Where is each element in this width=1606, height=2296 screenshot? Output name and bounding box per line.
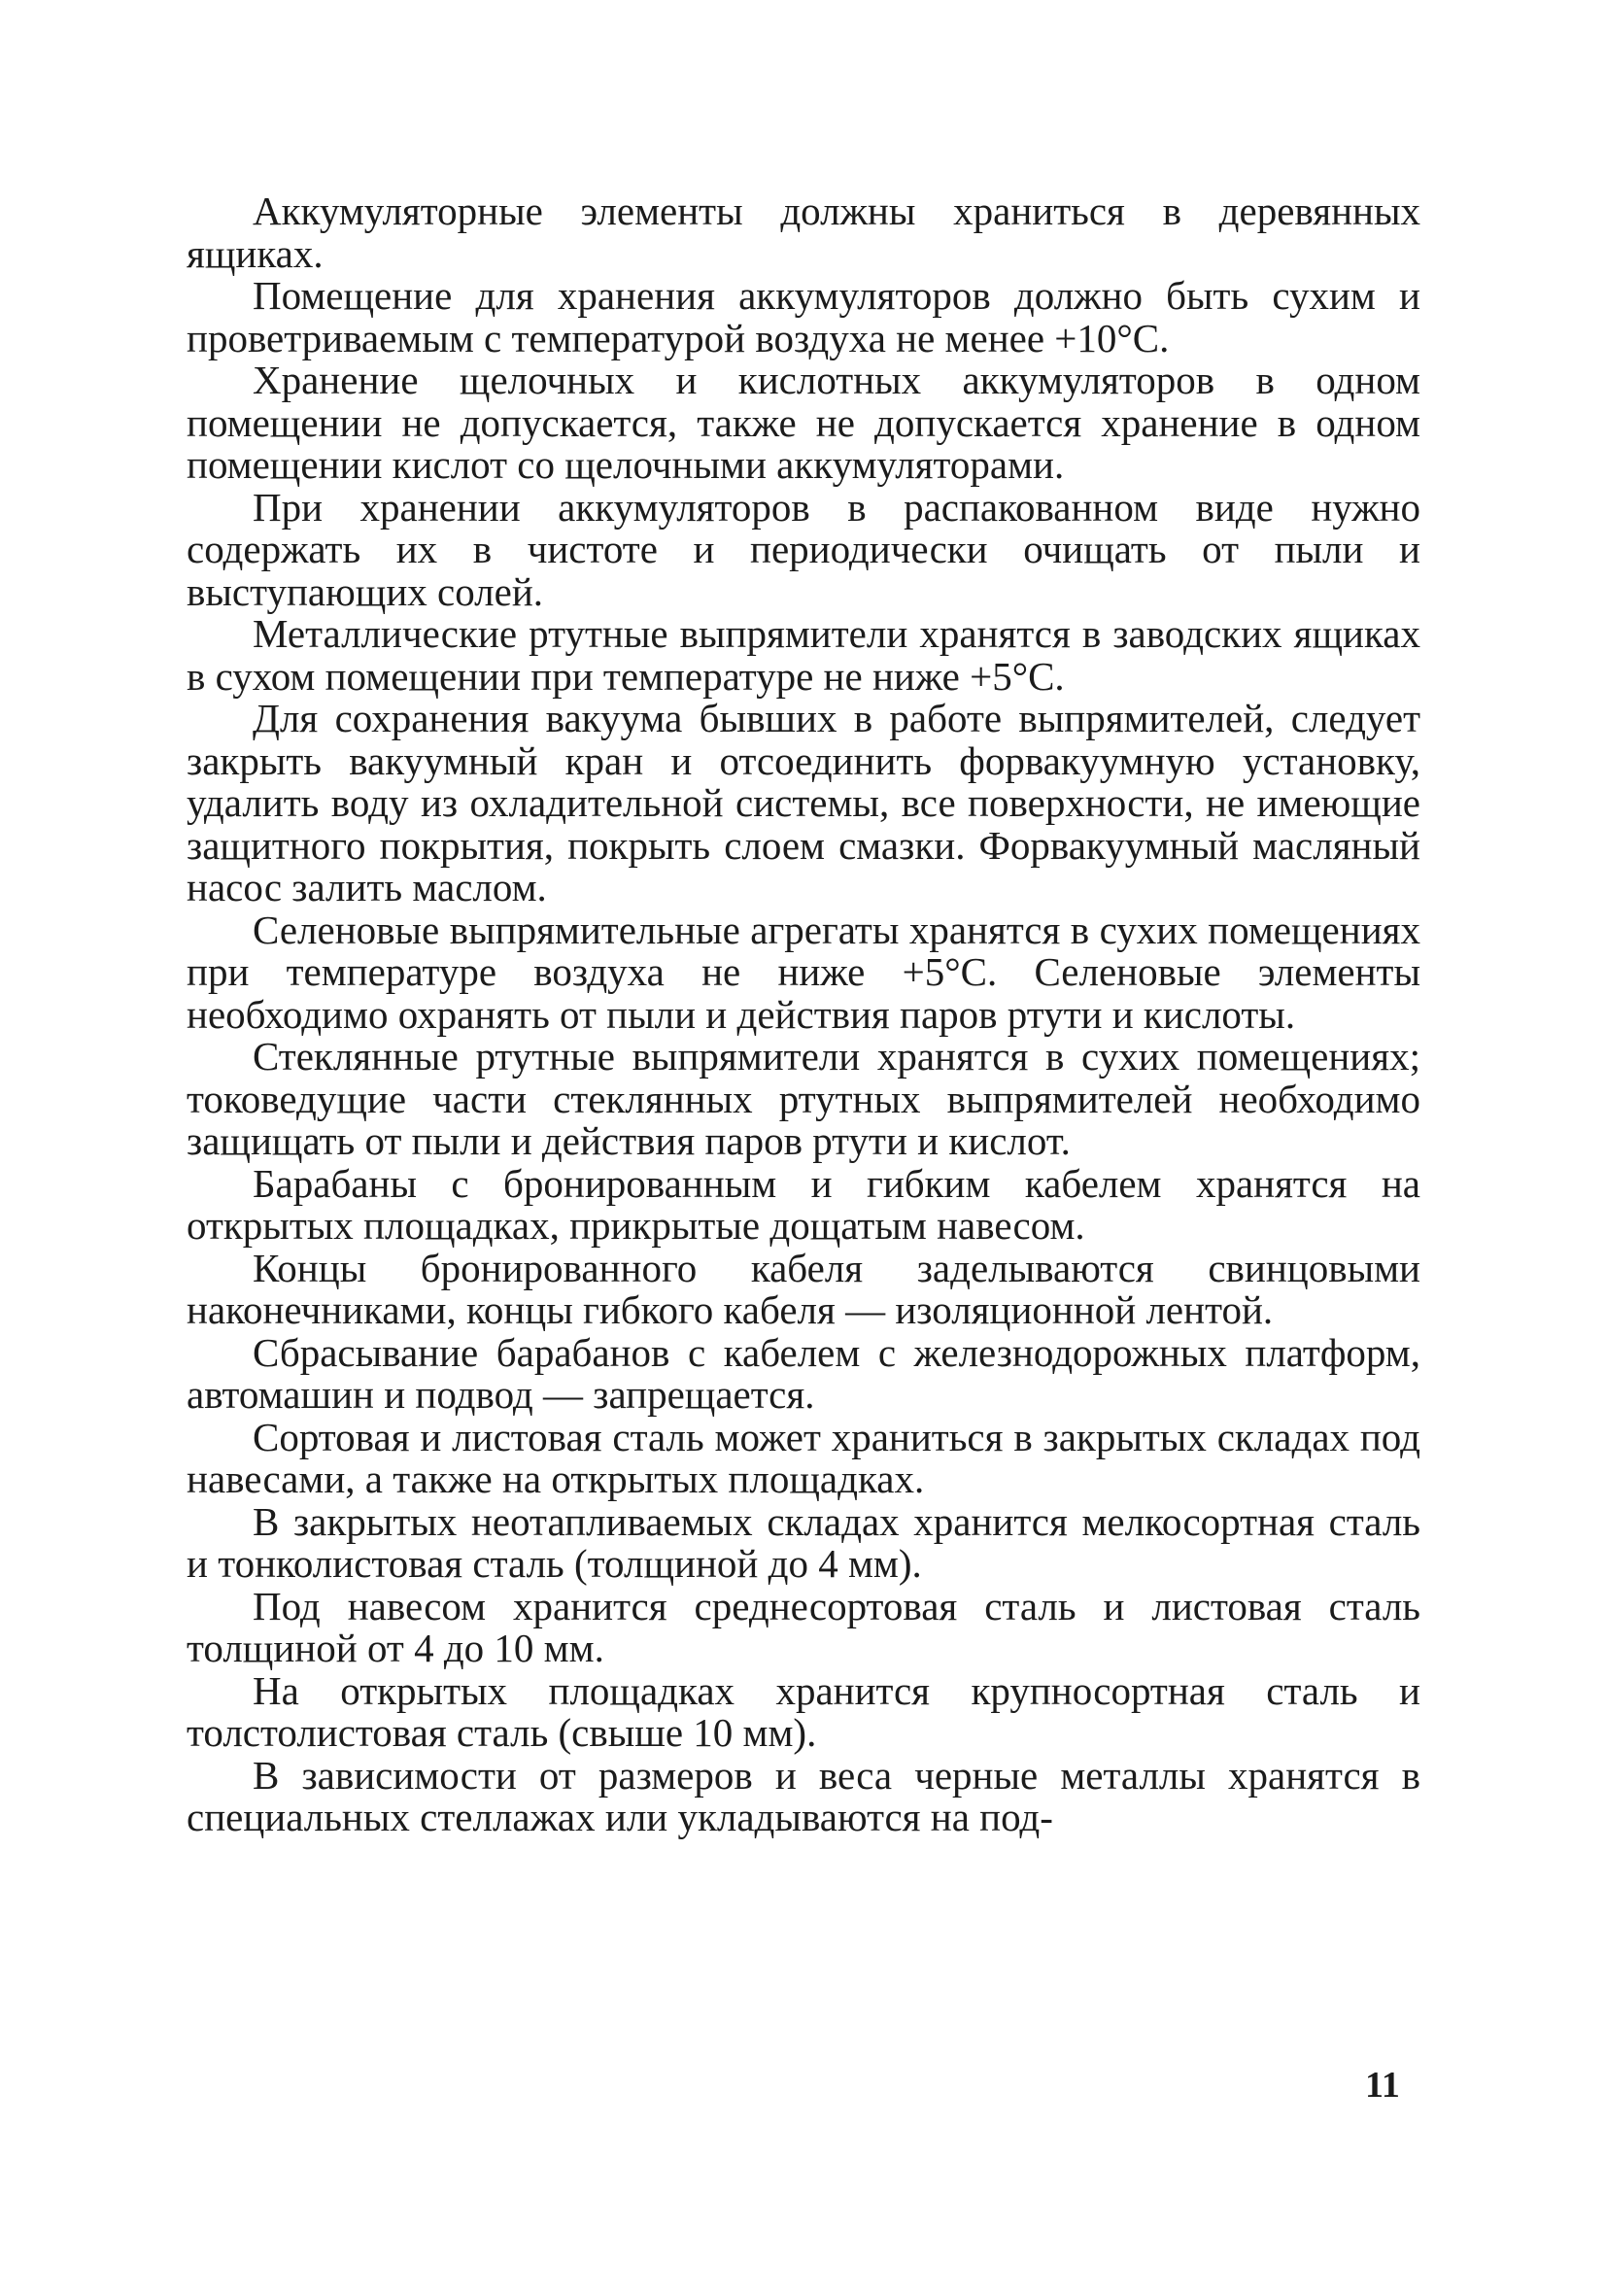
paragraph: Сбрасывание барабанов с кабелем с железнодорожных платформ, автомашин и подвод — запрещается. [187,1329,1420,1417]
paragraph: Селеновые выпрямительные агрегаты хранятся в сухих помещениях при температуре воздуха не ниже +5°С. Селеновые элементы необходимо охранять от пыли и действия паров ртути и кислоты. [187,907,1420,1037]
paragraph: Хранение щелочных и кислотных аккумуляторов в одном помещении не допускается, также не допускается хранение в одном помещении кислот со щелочными аккумуляторами. [187,358,1420,487]
paragraph: На открытых площадках хранится крупносортная сталь и толстолистовая сталь (свыше 10 мм). [187,1667,1420,1755]
page-number: 11 [1365,2065,1400,2106]
paragraph: Концы бронированного кабеля заделываются свинцовыми наконечниками, концы гибкого кабеля — изоляционной лентой. [187,1245,1420,1332]
paragraph: В закрытых неотапливаемых складах хранится мелкосортная сталь и тонколистовая сталь (толщиной до 4 мм). [187,1498,1420,1586]
paragraph: Под навесом хранится среднесортовая сталь и листовая сталь толщиной от 4 до 10 мм. [187,1583,1420,1670]
paragraph: В зависимости от размеров и веса черные металлы хранятся в специальных стеллажах или укладываются на под- [187,1752,1420,1839]
paragraph: При хранении аккумуляторов в распакованном виде нужно содержать их в чистоте и периодически очищать от пыли и выступающих солей. [187,484,1420,614]
paragraph: Аккумуляторные элементы должны храниться в деревянных ящиках. [187,188,1420,276]
body-text [187,190,1420,1839]
paragraph: Помещение для хранения аккумуляторов должно быть сухим и проветриваемым с температурой воздуха не менее +10°С. [187,273,1420,360]
paragraph: Для сохранения вакуума бывших в работе выпрямителей, следует закрыть вакуумный кран и отсоединить форвакуумную установку, удалить воду из охладительной системы, все поверхности, не имеющие защитного покрытия, покрыть слоем смазки. Форвакуумный масляный насос залить маслом. [187,696,1420,909]
paragraph: Стеклянные ртутные выпрямители хранятся в сухих помещениях; токоведущие части стеклянных ртутных выпрямителей необходимо защищать от пыли и действия паров ртути и кислот. [187,1034,1420,1163]
paragraph: Барабаны с бронированным и гибким кабелем хранятся на открытых площадках, прикрытые дощатым навесом. [187,1160,1420,1248]
paragraph: Сортовая и листовая сталь может храниться в закрытых складах под навесами, а также на открытых площадках. [187,1414,1420,1501]
paragraph: Металлические ртутные выпрямители хранятся в заводских ящиках в сухом помещении при температуре не ниже +5°С. [187,611,1420,699]
